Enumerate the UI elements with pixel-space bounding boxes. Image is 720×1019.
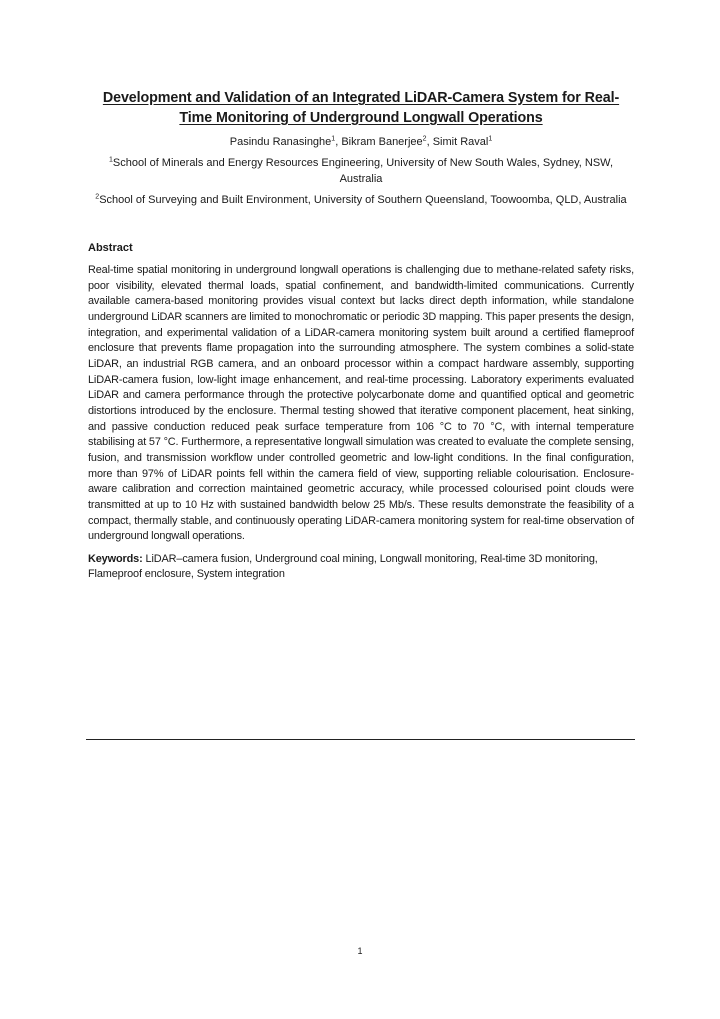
author-name: Bikram Banerjee [341,136,423,148]
abstract-text: Real-time spatial monitoring in underground longwall operations is challenging due to methane-related safety risks, poor visibility, elevated thermal loads, spatial confinement, and bandwidth-limited communications. Currently available camera-based monitoring provides visual context but lacks direct depth information, while standalone underground LiDAR scanners are limited to monochromatic or periodic 3D mapping. This paper presents the design, integration, and experimental validation of a LiDAR-camera monitoring system built around a certified flameproof enclosure that prevents flame propagation into the surrounding atmosphere. The system combines a solid-state LiDAR, an industrial RGB camera, and an onboard processor within a compact hardware assembly, supporting LiDAR-camera fusion, low-light image enhancement, and real-time processing. Laboratory experiments evaluated LiDAR and camera performance through the protective polycarbonate dome and quantified optical and geometric distortions introduced by the enclosure. Thermal testing showed that iterative component placement, heat sinking, and passive conduction reduced peak surface temperature from 106 °C to 70 °C, with internal temperature stabilising at 57 °C. Furthermore, a representative longwall simulation was created to evaluate the complete sensing, fusion, and transmission workflow under controlled geometric and low-light conditions. In the final configuration, more than 97% of LiDAR points fell within the camera field of view, supporting reliable colourisation. Enclosure-aware calibration and correction maintained geometric accuracy, while processed colourised point clouds were transmitted at up to 10 Hz with sustained bandwidth below 25 Mb/s. These results demonstrate the feasibility of a compact, thermally stable, and continuously operating LiDAR-camera monitoring system for real-time observation of underground longwall operations. [88,264,634,543]
affiliation-1 [88,155,634,187]
author-separator: , [335,136,342,148]
author-list [88,134,634,150]
author-separator: , [426,136,433,148]
author [433,136,493,148]
footnote-divider [86,739,635,740]
abstract-heading: Abstract [88,242,133,254]
affiliation-mark: 2 [95,193,100,201]
author-affiliation-mark: 2 [422,135,427,143]
affiliation-text: School of Surveying and Built Environment, University of Southern Queensland, Toowoomba, QLD, Australia [99,194,627,206]
keywords [88,552,634,583]
affiliation-text: School of Minerals and Energy Resources Engineering, University of New South Wales, Sydney, NSW, Australia [112,157,614,185]
author-name: Pasindu Ranasinghe [229,136,332,148]
author [230,136,342,148]
author-affiliation-mark: 1 [331,135,336,143]
affiliation-2 [88,192,634,208]
page-number: 1 [357,946,363,956]
keywords-label: Keywords: [88,552,143,565]
author [341,136,432,148]
author-name: Simit Raval [432,136,489,148]
keywords-text: LiDAR–camera fusion, Underground coal mining, Longwall monitoring, Real-time 3D monitoring, Flameproof enclosure, System integration [88,552,598,581]
paper-page [88,88,634,583]
paper-title: Development and Validation of an Integrated LiDAR-Camera System for Real-Time Monitoring of Underground Longwall Operations [102,90,620,126]
affiliation-mark: 1 [108,156,113,164]
author-affiliation-mark: 1 [488,135,493,143]
